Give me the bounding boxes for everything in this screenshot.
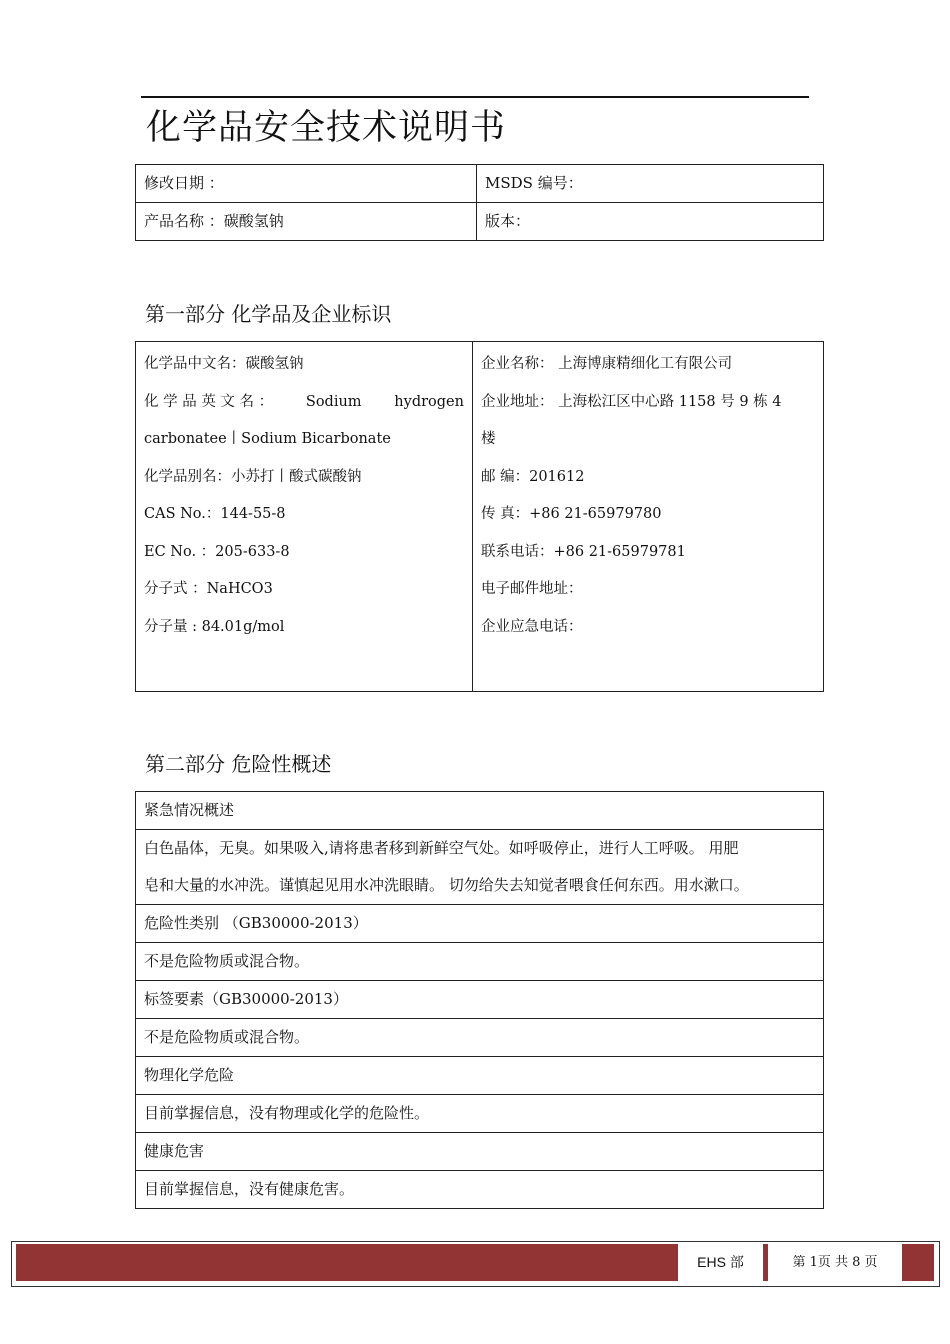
section1-heading: 第一部分 化学品及企业标识 xyxy=(145,302,392,326)
version-cell: 版本： xyxy=(477,203,824,241)
health-hazard-title: 健康危害 xyxy=(136,1133,824,1171)
physchem-hazard-value: 目前掌握信息，没有物理或化学的危险性。 xyxy=(136,1095,824,1133)
chem-cn-name: 化学品中文名：碳酸氢钠 xyxy=(144,356,304,372)
label-elements-title: 标签要素（GB30000-2013） xyxy=(136,981,824,1019)
fax: 传 真：+86 21-65979780 xyxy=(481,506,662,522)
company-address-cont: 楼 xyxy=(481,431,496,447)
emergency-phone: 企业应急电话： xyxy=(481,618,583,635)
email: 电子邮件地址： xyxy=(481,581,583,597)
chem-en-name-cont: carbonatee丨Sodium Bicarbonate xyxy=(144,431,391,447)
emergency-overview-line1: 白色晶体，无臭。如果吸入,请将患者移到新鲜空气处。如呼吸停止，进行人工呼吸。 用肥 xyxy=(144,839,739,857)
revision-date-cell: 修改日期 ： xyxy=(136,165,477,203)
phone: 联系电话：+86 21-65979781 xyxy=(481,543,686,560)
chemical-info-cell xyxy=(136,342,473,692)
postcode: 邮 编：201612 xyxy=(481,468,585,485)
product-name-cell: 产品名称 ：碳酸氢钠 xyxy=(136,203,477,241)
footer-page-number: 第 1页 共 8 页 xyxy=(768,1244,902,1281)
document-title: 化学品安全技术说明书 xyxy=(146,108,507,148)
ec-number: EC No. ：205-633-8 xyxy=(144,543,290,560)
emergency-overview-title: 紧急情况概述 xyxy=(136,792,824,830)
section2-heading: 第二部分 危险性概述 xyxy=(145,752,332,776)
label-elements-value: 不是危险物质或混合物。 xyxy=(136,1019,824,1057)
emergency-overview-line2: 皂和大量的水冲洗。谨慎起见用水冲洗眼睛。 切勿给失去知觉者喂食任何东西。用水漱口。 xyxy=(144,876,749,894)
company-name: 企业名称： 上海博康精细化工有限公司 xyxy=(481,356,733,372)
cas-number: CAS No.：144-55-8 xyxy=(144,506,286,522)
health-hazard-value: 目前掌握信息，没有健康危害。 xyxy=(136,1171,824,1209)
identification-table xyxy=(135,341,824,692)
hazard-class-value: 不是危险物质或混合物。 xyxy=(136,943,824,981)
emergency-overview-text xyxy=(136,830,824,905)
company-info-cell xyxy=(473,342,824,692)
chem-alias: 化学品别名：小苏打丨酸式碳酸钠 xyxy=(144,468,362,485)
footer-department: EHS 部 xyxy=(678,1244,763,1281)
msds-no-cell: MSDS 编号： xyxy=(477,165,824,203)
chem-en-word1: Sodium xyxy=(305,393,362,410)
chem-en-word2: hydrogen xyxy=(394,393,464,410)
hazard-table xyxy=(135,791,824,1209)
physchem-hazard-title: 物理化学危险 xyxy=(136,1057,824,1095)
chem-en-label: 化 学 品 英 文 名 ： xyxy=(144,393,274,410)
title-rule xyxy=(141,96,809,98)
molecular-formula: 分子式 ：NaHCO3 xyxy=(144,581,273,597)
meta-table xyxy=(135,164,824,241)
hazard-class-title: 危险性类别 （GB30000-2013） xyxy=(136,905,824,943)
company-address: 企业地址： 上海松江区中心路 1158 号 9 栋 4 xyxy=(481,393,782,410)
molecular-weight: 分子量 : 84.01g/mol xyxy=(144,618,285,635)
chem-en-name-line xyxy=(144,384,464,422)
